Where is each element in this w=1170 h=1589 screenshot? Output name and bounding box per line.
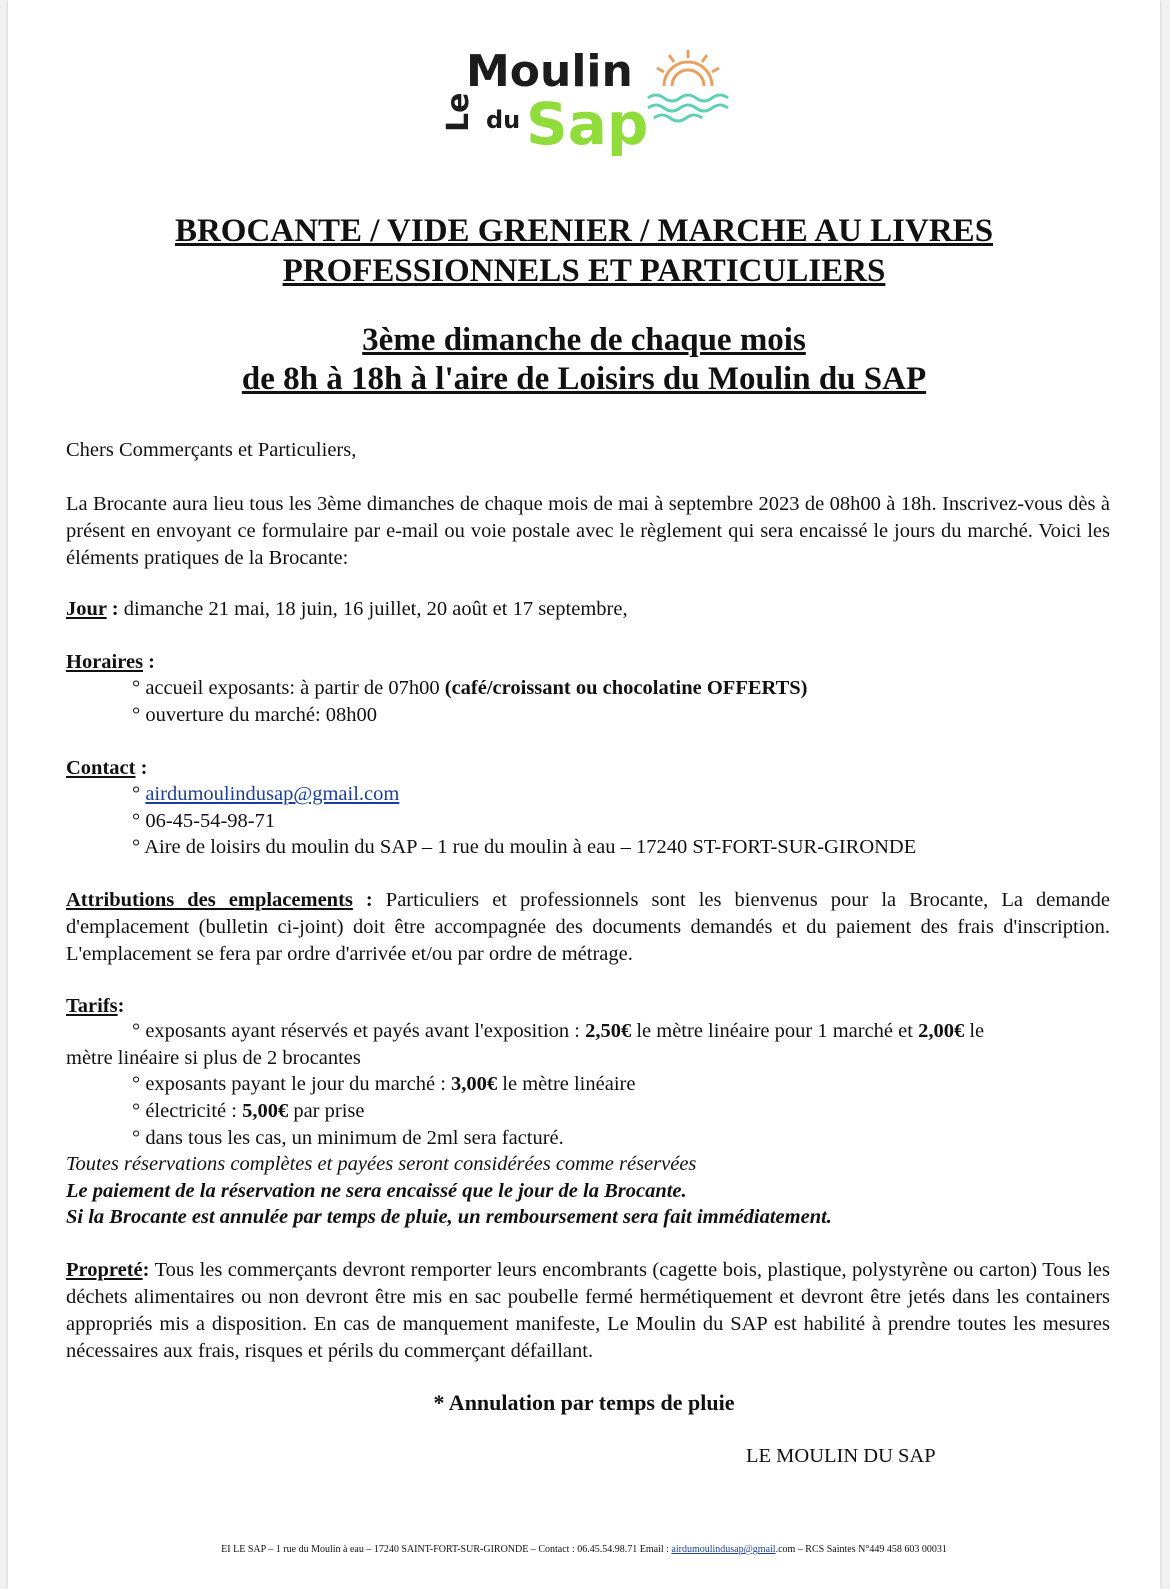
horaires-item-ouverture: ° ouverture du marché: 08h00: [132, 704, 378, 726]
tarif-reserve-continuation: mètre linéaire si plus de 2 brocantes: [66, 1047, 361, 1069]
tarif-note-remboursement: Si la Brocante est annulée par temps de pluie, un remboursement sera fait immédiatement.: [66, 1206, 832, 1228]
tarif-reserve-text-3: le: [964, 1020, 985, 1042]
annulation-notice: * Annulation par temps de pluie: [433, 1390, 735, 1415]
horaires-heading: [66, 649, 155, 676]
tarif-minimum-line: ° dans tous les cas, un minimum de 2ml sera facturé.: [132, 1127, 564, 1149]
horaires-item-accueil: [132, 675, 808, 702]
tarif-jour-text-2: le mètre linéaire: [497, 1073, 636, 1095]
tarif-electricite-price: 5,00€: [242, 1100, 289, 1122]
horaires-sep: :: [143, 651, 155, 673]
jour-sep: :: [106, 598, 119, 620]
horaires-item1-bold: (café/croissant ou chocolatine OFFERTS): [444, 677, 808, 699]
tarif-electricite-text-2: par prise: [288, 1100, 365, 1122]
sun-icon: [657, 50, 719, 86]
title-line-1: BROCANTE / VIDE GRENIER / MARCHE AU LIVRES: [174, 213, 994, 249]
contact-sep: :: [135, 757, 148, 779]
contact-label: Contact: [66, 757, 136, 779]
jour-label: Jour: [66, 598, 107, 620]
waves-icon: [648, 95, 728, 121]
attributions-label: Attributions des emplacements: [66, 889, 353, 911]
footer-text: EI LE SAP – 1 rue du Moulin à eau – 17240 SAINT-FORT-SUR-GIRONDE – Contact : 06.45.54.98.71 Email :: [221, 1544, 672, 1555]
tarifs-sep: :: [117, 995, 125, 1017]
tarif-reserve-text-2: le mètre linéaire pour 1 marché et: [631, 1020, 919, 1042]
contact-heading: [66, 755, 147, 782]
attributions-sep: :: [352, 889, 373, 911]
signature: LE MOULIN DU SAP: [746, 1445, 936, 1467]
greeting: Chers Commerçants et Particuliers,: [66, 439, 357, 461]
contact-phone: ° 06-45-54-98-71: [132, 810, 276, 832]
tarif-note-reservations: Toutes réservations complètes et payées seront considérées comme réservées: [66, 1153, 697, 1175]
intro-paragraph: La Brocante aura lieu tous les 3ème dimanches de chaque mois de mai à septembre 2023 de 08h00 à 18h. Inscrivez-vous dès à présent en envoyant ce formulaire par e-mail ou voie postale avec le règlement qui sera encaissé le jours du marché. Voici les éléments pratiques de la Brocante:: [66, 493, 1110, 569]
horaires-label: Horaires: [66, 651, 144, 673]
contact-address: ° Aire de loisirs du moulin du SAP – 1 rue du moulin à eau – 17240 ST-FORT-SUR-GIRONDE: [132, 836, 917, 858]
title-line-2: PROFESSIONNELS ET PARTICULIERS: [282, 253, 886, 289]
document-page: [8, 0, 1160, 1589]
logo-moulin: Moulin: [466, 48, 633, 97]
contact-email-line: [132, 781, 399, 808]
logo-sap: Sap: [526, 90, 649, 158]
logo-du: du: [486, 106, 521, 134]
contact-email-link[interactable]: airdumoulindusap@gmail.com: [145, 783, 400, 805]
tarif-note-paiement: Le paiement de la réservation ne sera encaissé que le jour de la Brocante.: [66, 1180, 687, 1202]
tarif-jour-text: ° exposants payant le jour du marché :: [132, 1073, 452, 1095]
tarif-jour-line: [132, 1071, 635, 1098]
footer: [8, 1544, 1160, 1555]
horaires-item1-text: ° accueil exposants: à partir de 07h00: [132, 677, 445, 699]
subtitle-line-1: 3ème dimanche de chaque mois: [362, 322, 806, 358]
tarif-reserve-line: [132, 1018, 984, 1045]
contact-bullet: °: [132, 783, 146, 805]
jour-text: dimanche 21 mai, 18 juin, 16 juillet, 20 août et 17 septembre,: [118, 598, 628, 620]
attributions-text: Particuliers et professionnels sont les bienvenus pour la Brocante, La demande d'emplacement (bulletin ci-joint) doit être accompagnée des documents demandés et du paiement des frais d'inscription. L'emplacement se fera par ordre d'arrivée et/ou par ordre de métrage.: [66, 889, 1110, 965]
tarif-jour-price: 3,00€: [451, 1073, 498, 1095]
tarif-electricite-line: [132, 1098, 364, 1125]
tarifs-heading: [66, 993, 124, 1020]
proprete-label: Propreté: [66, 1259, 143, 1281]
tarif-electricite-text: ° électricité :: [132, 1100, 243, 1122]
logo-le: Le: [441, 92, 476, 132]
footer-email-link[interactable]: airdumoulindusap@gmail: [671, 1544, 776, 1555]
subtitle-line-2: de 8h à 18h à l'aire de Loisirs du Moulin du SAP: [241, 361, 927, 397]
moulin-du-sap-logo: [438, 48, 738, 168]
proprete-paragraph: [66, 1257, 1110, 1365]
tarifs-label: Tarifs: [66, 995, 118, 1017]
footer-text-2: .com – RCS Saintes N°449 458 603 00031: [775, 1544, 947, 1555]
proprete-text: Tous les commerçants devront remporter leurs encombrants (cagette bois, plastique, polystyrène ou carton) Tous les déchets alimentaires ou non devront être mis en sac poubelle fermé hermétiquement et devront être jetés dans les containers appropriés mis a disposition. En cas de manquement manifeste, Le Moulin du SAP est habilité à prendre toutes les mesures nécessaires aux frais, risques et périls du commerçant défaillant.: [66, 1259, 1110, 1362]
tarif-reserve-text: ° exposants ayant réservés et payés avant l'exposition :: [132, 1020, 586, 1042]
tarif-reserve-price-1: 2,50€: [585, 1020, 632, 1042]
jour-line: [66, 596, 628, 623]
proprete-sep: :: [142, 1259, 150, 1281]
attributions-paragraph: [66, 887, 1110, 968]
tarif-reserve-price-2: 2,00€: [918, 1020, 965, 1042]
